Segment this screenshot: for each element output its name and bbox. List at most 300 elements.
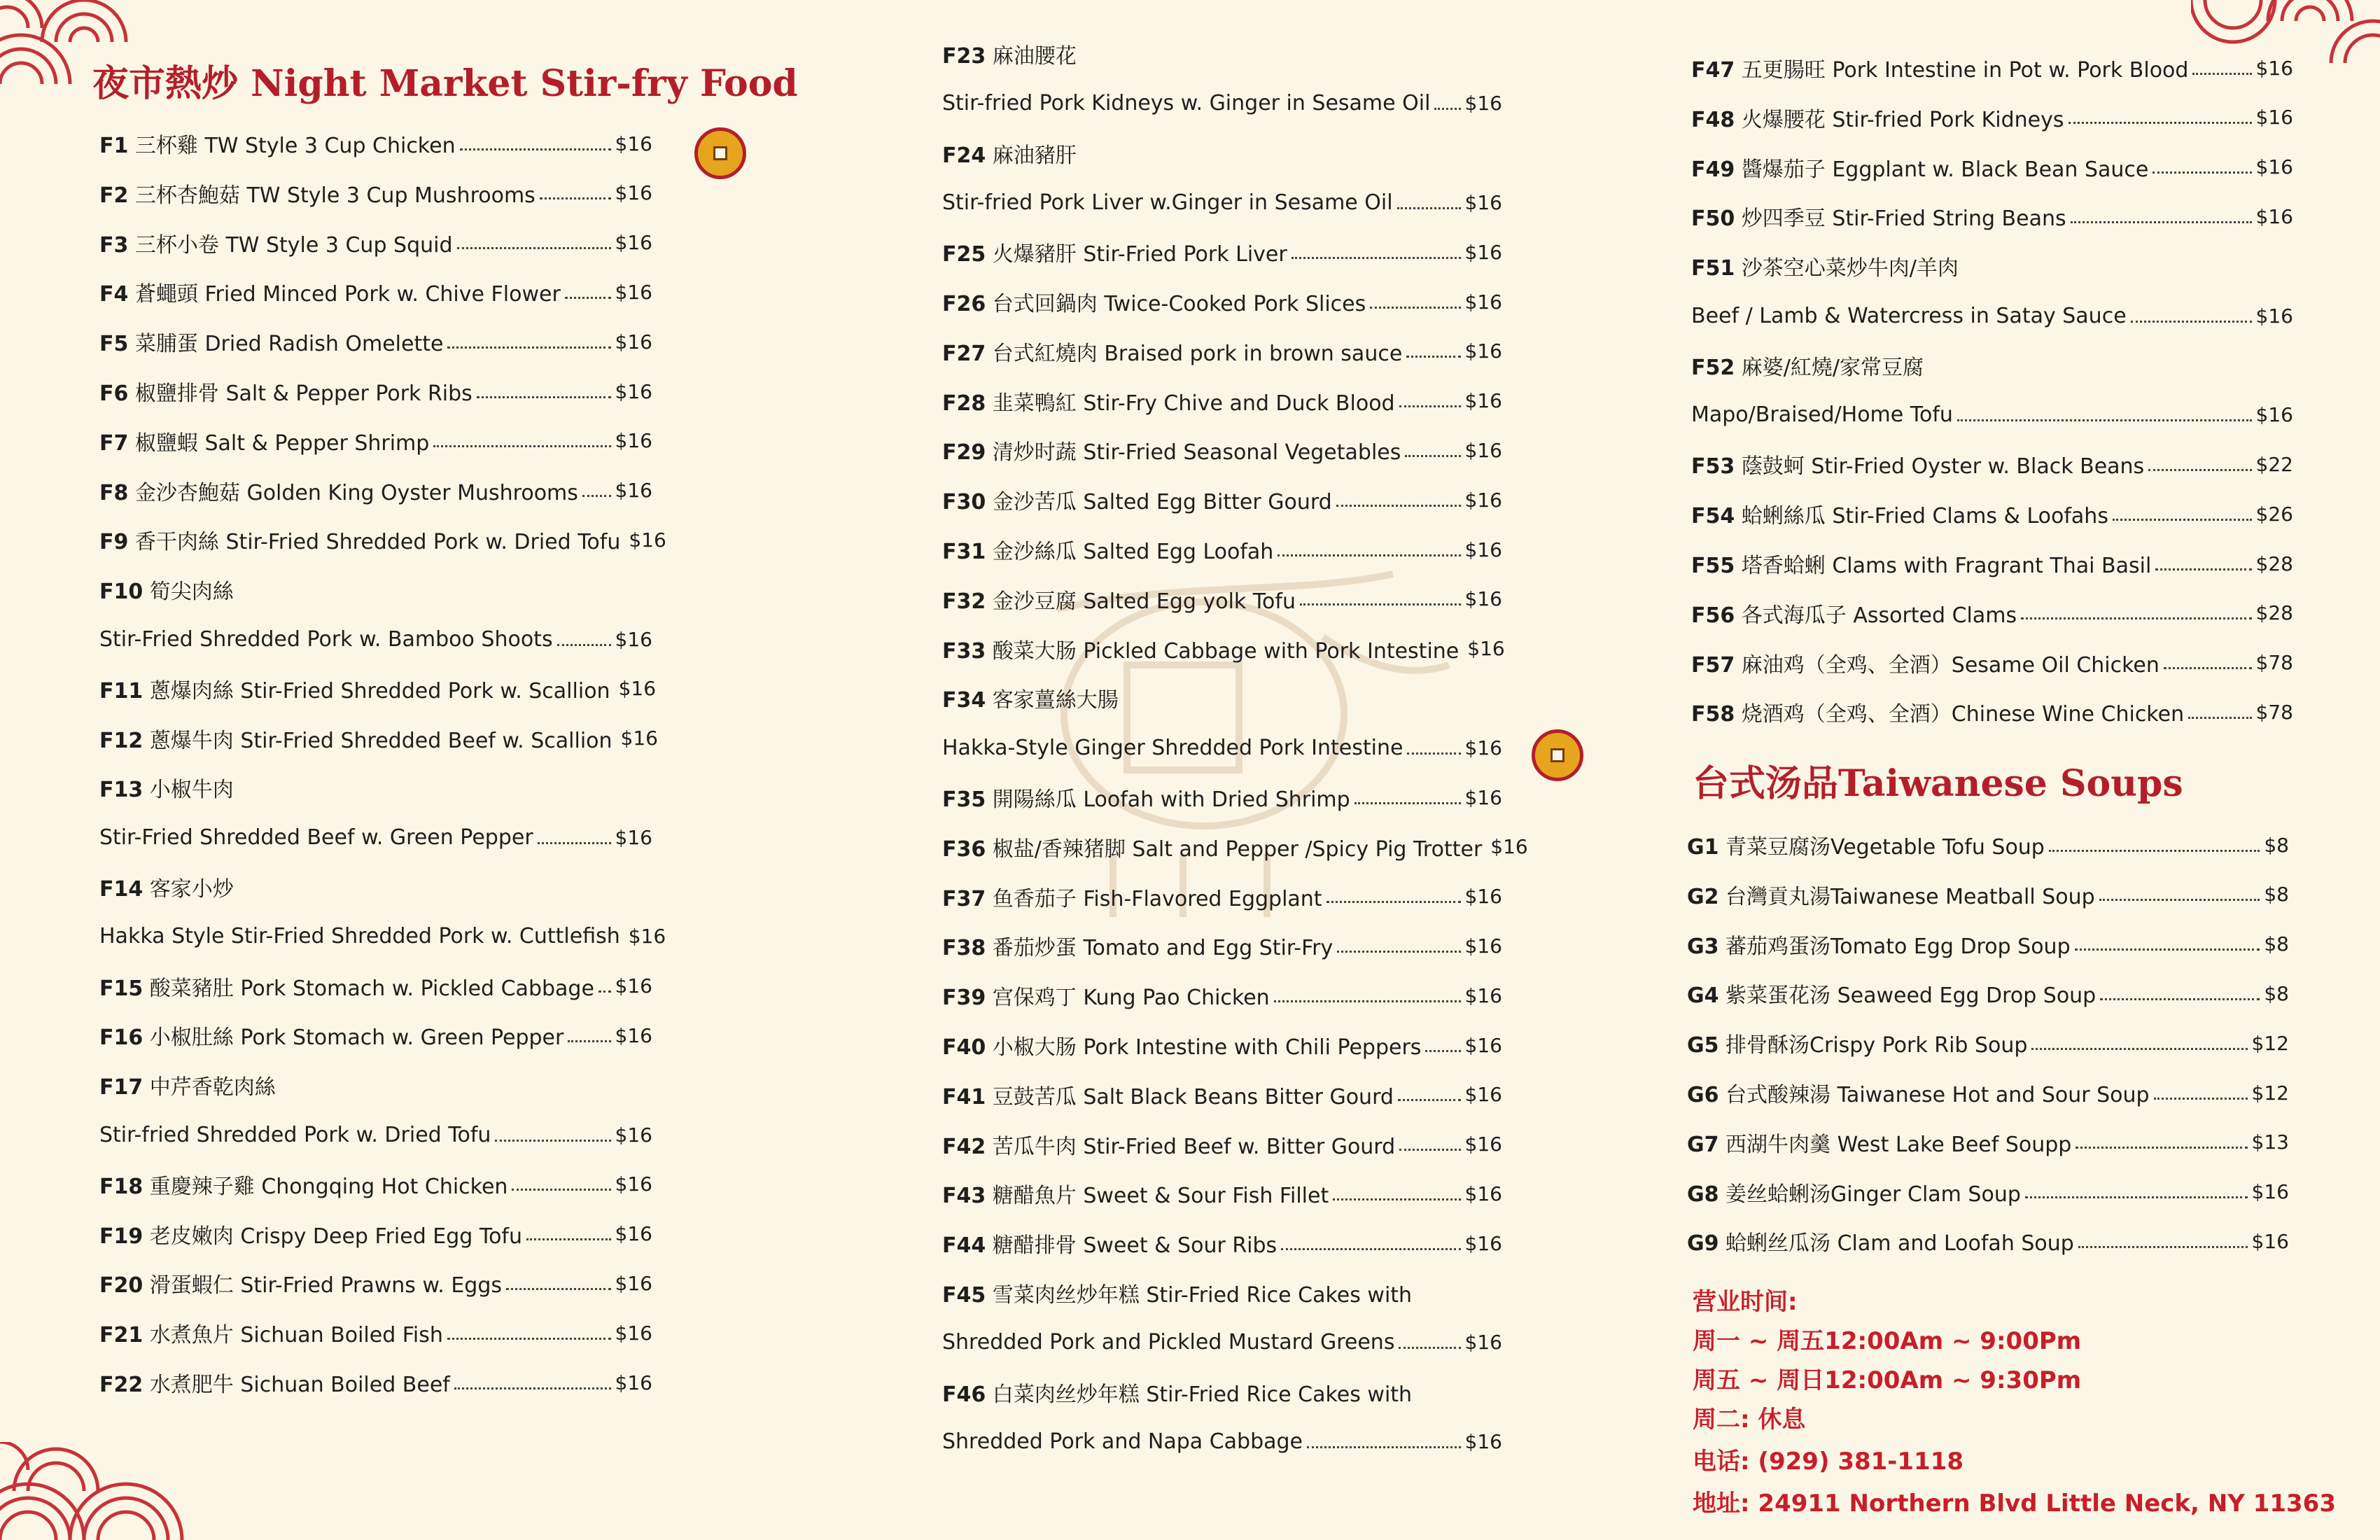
menu-item-name [99, 1123, 491, 1147]
menu-item-name [99, 1219, 522, 1250]
dotted-leader [2131, 321, 2252, 323]
menu-item-text: 各式海瓜子 Assorted Clams [1735, 603, 2017, 628]
menu-item-name [942, 138, 1077, 169]
dotted-leader [565, 297, 611, 299]
menu-item-name [99, 276, 561, 307]
menu-item-code: F7 [99, 430, 129, 456]
menu-item-price: $16 [1464, 1331, 1502, 1354]
menu-item-price: $16 [615, 280, 652, 304]
dotted-leader [506, 1288, 611, 1290]
menu-item-code: F3 [99, 232, 129, 258]
menu-item-name [1691, 304, 2127, 328]
menu-item-code: F11 [99, 678, 144, 704]
menu-item-name [99, 524, 620, 555]
dotted-leader [1399, 1149, 1460, 1151]
dotted-leader [1957, 419, 2252, 421]
menu-item-text: 蛤蜊絲瓜 Stir-Fried Clams & Loofahs [1735, 504, 2108, 529]
menu-item [942, 86, 1502, 121]
dotted-leader [2075, 948, 2260, 951]
menu-item-code: G3 [1687, 934, 1719, 959]
menu-item [942, 1176, 1502, 1211]
menu-item [99, 176, 652, 211]
menu-item [1691, 447, 2293, 482]
menu-item-code: F16 [99, 1026, 144, 1051]
menu-item-name [1691, 201, 2066, 232]
menu-item-price: $16 [2255, 106, 2293, 130]
menu-item-code: G5 [1687, 1033, 1719, 1058]
menu-item-text: 蔭鼓蚵 Stir-Fried Oyster w. Black Beans [1735, 454, 2145, 479]
menu-item-price: $16 [615, 1023, 652, 1047]
menu-item [99, 1315, 652, 1350]
menu-item-text: Stir-fried Pork Liver w.Ginger in Sesame Oil [942, 190, 1393, 215]
menu-item-code: F31 [942, 540, 986, 564]
menu-item-text: 水煮魚片 Sichuan Boiled Fish [143, 1323, 443, 1348]
menu-item [99, 820, 652, 855]
address: 地址: 24911 Northern Blvd Little Neck, NY 11363 [1693, 1490, 2336, 1518]
menu-item-price: $16 [1464, 538, 1502, 561]
menu-item [1687, 827, 2289, 862]
menu-item-name [1687, 1028, 2027, 1058]
menu-item-price: $16 [2251, 1180, 2289, 1204]
menu-item-text: 宫保鸡丁 Kung Pao Chicken [986, 986, 1270, 1011]
menu-item-text: 韭菜鴨紅 Stir-Fry Chive and Duck Blood [986, 391, 1395, 416]
dotted-leader [512, 1189, 610, 1191]
menu-item-text: 紫菜蛋花汤 Seaweed Egg Drop Soup [1718, 983, 2096, 1009]
menu-item-code: F41 [942, 1084, 986, 1110]
menu-item [942, 185, 1502, 220]
menu-item [99, 374, 652, 409]
dotted-leader [1398, 1099, 1461, 1101]
menu-item-name [99, 475, 578, 506]
menu-item-price: $78 [2255, 651, 2293, 675]
dotted-leader [540, 197, 611, 200]
menu-item-code: G7 [1687, 1132, 1719, 1157]
menu-item-text: 酸菜大肠 Pickled Cabbage with Pork Intestine [986, 638, 1460, 664]
menu-item-price: $16 [628, 925, 666, 948]
menu-item-text: 蒼蠅頭 Fried Minced Pork w. Chive Flower [128, 282, 561, 307]
menu-item-price: $16 [618, 677, 657, 701]
menu-item-code: F24 [942, 143, 986, 168]
menu-item-name [942, 38, 1077, 69]
menu-item-name [1687, 1077, 2150, 1108]
menu-item-code: F37 [942, 886, 986, 911]
menu-item [99, 1266, 652, 1301]
dotted-leader [2154, 1098, 2248, 1100]
menu-item-price: $16 [2255, 56, 2293, 80]
menu-item-price: $78 [2255, 700, 2293, 724]
menu-item-name [942, 1129, 1395, 1160]
menu-item [99, 324, 652, 359]
closed-day: 周二: 休息 [1693, 1406, 1806, 1434]
dotted-leader [2031, 1048, 2247, 1050]
menu-item [1687, 1224, 2289, 1259]
menu-item-code: F46 [942, 1382, 986, 1407]
menu-item [942, 1424, 1502, 1459]
menu-item [1691, 199, 2293, 234]
menu-item-price: $16 [2255, 155, 2293, 179]
menu-item [1691, 348, 2293, 383]
menu-item-text: 青菜豆腐汤Vegetable Tofu Soup [1718, 835, 2045, 860]
menu-item-text: 苦瓜牛肉 Stir-Fried Beef w. Bitter Gourd [986, 1134, 1396, 1159]
menu-item-code: G2 [1687, 884, 1719, 909]
menu-item-price: $16 [615, 181, 652, 205]
menu-item [942, 1275, 1502, 1310]
menu-item-price: $16 [1464, 587, 1502, 611]
menu-item-text: 蔥爆牛肉 Stir-Fried Shredded Beef w. Scallion [143, 728, 612, 753]
menu-item [1691, 398, 2293, 433]
menu-item-name [99, 1070, 276, 1100]
dotted-leader [1406, 356, 1460, 358]
menu-item-text: 酸菜豬肚 Pork Stomach w. Pickled Cabbage [143, 976, 594, 1001]
menu-item-name [99, 673, 610, 704]
menu-item-code: G1 [1687, 835, 1719, 860]
menu-item-price: $8 [2264, 981, 2289, 1005]
menu-item-name [1691, 648, 2160, 678]
menu-item [99, 671, 657, 706]
menu-item-code: F5 [99, 332, 129, 357]
menu-item-price: $16 [1464, 190, 1502, 214]
menu-item-price: $16 [615, 330, 652, 354]
menu-item-price: $28 [2255, 601, 2293, 625]
menu-item-code: F23 [942, 44, 986, 69]
menu-item-name [942, 782, 1350, 813]
menu-item [942, 433, 1502, 468]
menu-item-name [942, 1079, 1394, 1110]
dotted-leader [2076, 1147, 2247, 1149]
coin-icon [1532, 729, 1583, 781]
menu-item-code: F28 [942, 391, 986, 416]
menu-item-text: 三杯雞 TW Style 3 Cup Chicken [128, 134, 456, 158]
menu-item-code: F36 [942, 836, 986, 862]
menu-item-text: 蛤蜊丝瓜汤 Clam and Loofah Soup [1718, 1231, 2074, 1256]
menu-item-text: 小椒肚絲 Pork Stomach w. Green Pepper [143, 1026, 564, 1051]
menu-item-price: $16 [615, 1222, 652, 1246]
menu-item [942, 1325, 1502, 1360]
menu-item-text: 三杯小卷 TW Style 3 Cup Squid [128, 232, 453, 258]
menu-item-name [942, 584, 1296, 615]
menu-item [1691, 645, 2293, 680]
menu-item [99, 126, 652, 161]
menu-item-price: $8 [2264, 883, 2289, 906]
menu-item-price: $12 [2251, 1031, 2289, 1055]
menu-item-name [1687, 879, 2095, 910]
menu-item-code: F29 [942, 440, 986, 465]
dotted-leader [1399, 1347, 1460, 1349]
menu-item-text: Shredded Pork and Napa Cabbage [942, 1429, 1303, 1454]
menu-item-text: Stir-fried Shredded Pork w. Dried Tofu [99, 1122, 491, 1147]
dotted-leader [2049, 850, 2260, 852]
menu-item-code: F27 [942, 341, 986, 366]
dotted-leader [2021, 617, 2251, 620]
menu-item-price: $16 [1464, 438, 1502, 462]
menu-item-name [99, 128, 456, 159]
menu-item-code: F10 [99, 580, 144, 605]
menu-item-text: 台式紅燒肉 Braised pork in brown sauce [986, 341, 1403, 366]
menu-item-name [942, 336, 1402, 367]
menu-item [1691, 150, 2293, 185]
menu-item-price: $16 [615, 627, 652, 651]
menu-item [1691, 496, 2293, 531]
dotted-leader [1434, 108, 1460, 110]
menu-item [942, 879, 1502, 914]
menu-item-price: $16 [1464, 885, 1502, 909]
dotted-leader [1278, 554, 1460, 556]
menu-item-code: F52 [1691, 355, 1735, 380]
menu-item-price: $16 [1467, 637, 1505, 661]
menu-item-price: $16 [1464, 340, 1502, 363]
menu-item-name [1687, 830, 2045, 860]
menu-item-text: 金沙豆腐 Salted Egg yolk Tofu [986, 589, 1296, 614]
menu-item-text: 香干肉絲 Stir-Fried Shredded Pork w. Dried Tofu [128, 530, 621, 555]
menu-item-code: F32 [942, 589, 986, 614]
menu-item-price: $26 [2255, 502, 2293, 526]
menu-item-text: 台式回鍋肉 Twice-Cooked Pork Slices [986, 292, 1366, 316]
menu-item [1687, 1026, 2289, 1060]
menu-item-name [99, 825, 533, 850]
dotted-leader [2192, 73, 2251, 75]
menu-item-price: $16 [2255, 403, 2293, 427]
menu-item-code: F53 [1691, 454, 1735, 479]
menu-item-name [99, 1169, 507, 1200]
menu-item-name [942, 930, 1333, 961]
menu-item-text: 客家小炒 [143, 877, 234, 902]
menu-item-price: $22 [2255, 452, 2293, 476]
menu-item-code: F40 [942, 1035, 986, 1060]
menu-item [942, 582, 1502, 617]
menu-item-price: $16 [1464, 389, 1502, 413]
menu-item-price: $16 [1464, 1429, 1502, 1453]
menu-item-code: F51 [1691, 256, 1735, 281]
menu-item-text: 鱼香茄子 Fish-Flavored Eggplant [986, 886, 1322, 911]
menu-item [99, 274, 652, 309]
menu-item-text: 烧酒鸡（全鸡、全酒）Chinese Wine Chicken [1735, 702, 2185, 727]
menu-item-name [942, 682, 1119, 713]
menu-item-text: 台式酸辣湯 Taiwanese Hot and Sour Soup [1718, 1083, 2150, 1107]
menu-item [1687, 1075, 2289, 1110]
menu-item-price: $16 [1464, 983, 1502, 1007]
dotted-leader [1399, 405, 1461, 407]
menu-item-price: $16 [1464, 1231, 1502, 1255]
menu-item-code: G6 [1687, 1083, 1719, 1107]
menu-item-text: 金沙苦瓜 Salted Egg Bitter Gourd [986, 490, 1332, 515]
menu-item-text: 番茄炒蛋 Tomato and Egg Stir-Fry [986, 936, 1334, 961]
dotted-leader [538, 842, 611, 844]
dotted-leader [1354, 802, 1461, 804]
dotted-leader [457, 247, 611, 249]
dotted-leader [2152, 172, 2251, 174]
menu-item-text: 中芹香乾肉絲 [143, 1075, 276, 1100]
menu-item [942, 1127, 1502, 1162]
menu-item-code: F26 [942, 292, 986, 316]
menu-item [99, 572, 652, 607]
menu-item-name [99, 376, 472, 407]
menu-item-code: F17 [99, 1075, 144, 1100]
dotted-leader [1407, 752, 1460, 755]
dotted-leader [598, 990, 611, 993]
menu-item [99, 919, 666, 954]
menu-item-text: 椒鹽排骨 Salt & Pepper Pork Ribs [128, 382, 472, 406]
menu-item-code: F14 [99, 877, 144, 902]
menu-item-code: F55 [1691, 554, 1735, 578]
menu-item [942, 234, 1502, 270]
menu-item-text: 排骨酥汤Crispy Pork Rib Soup [1718, 1033, 2028, 1058]
menu-item-name [942, 91, 1430, 115]
dotted-leader [2099, 899, 2260, 901]
menu-item [99, 1217, 652, 1252]
menu-item [99, 1365, 652, 1400]
menu-item-code: F49 [1691, 157, 1735, 182]
menu-item-price: $16 [629, 528, 666, 552]
menu-item-text: 老皮嫩肉 Crispy Deep Fried Egg Tofu [143, 1224, 523, 1249]
menu-item-name [942, 1429, 1303, 1454]
menu-item-text: 糖醋魚片 Sweet & Sour Fish Fillet [986, 1184, 1329, 1209]
dotted-leader [454, 1387, 611, 1390]
dotted-leader [1326, 901, 1461, 903]
menu-item-name [99, 574, 234, 605]
menu-item-name [1687, 929, 2071, 960]
menu-item [942, 1077, 1502, 1112]
menu-item-text: 小椒大肠 Pork Intestine with Chili Peppers [986, 1035, 1422, 1060]
menu-item [942, 928, 1502, 963]
menu-item-price: $16 [615, 1321, 652, 1345]
menu-item [942, 1028, 1502, 1063]
menu-item-name [942, 1278, 1412, 1308]
wave-pattern-icon [0, 1442, 210, 1540]
menu-item-text: Beef / Lamb & Watercress in Satay Sauce [1691, 303, 2127, 328]
menu-item-name [99, 1268, 502, 1298]
menu-item-name [942, 286, 1366, 317]
menu-item-name [942, 534, 1273, 565]
menu-item-price: $16 [615, 1271, 652, 1295]
menu-item-name [1687, 1177, 2021, 1208]
menu-item-price: $16 [615, 1123, 652, 1147]
menu-item [1687, 1175, 2289, 1210]
menu-item-text: Stir-fried Pork Kidneys w. Ginger in Sesame Oil [942, 91, 1431, 116]
menu-item [1687, 976, 2289, 1011]
menu-item-price: $16 [1464, 240, 1502, 264]
menu-item [1687, 877, 2289, 912]
menu-item-code: F44 [942, 1233, 986, 1259]
menu-item-name [942, 484, 1332, 515]
menu-item-text: 椒鹽蝦 Salt & Pepper Shrimp [128, 430, 430, 456]
menu-item-name [1687, 1127, 2071, 1158]
menu-item-price: $16 [615, 974, 652, 998]
menu-item-name [1691, 598, 2017, 629]
dotted-leader [1292, 257, 1461, 259]
menu-item-name [99, 178, 536, 209]
dotted-leader [557, 644, 611, 646]
dotted-leader [1333, 1198, 1460, 1200]
menu-item-code: F12 [99, 728, 144, 753]
menu-item-price: $16 [615, 825, 652, 849]
dotted-leader [2188, 717, 2251, 719]
menu-item [1691, 248, 2293, 284]
menu-item-text: 筍尖肉絲 [143, 580, 234, 605]
menu-item [1687, 1125, 2289, 1160]
menu-item-name [1691, 449, 2144, 479]
menu-item-text: 醬爆茄子 Eggplant w. Black Bean Sauce [1735, 157, 2149, 182]
menu-item-code: F13 [99, 778, 144, 803]
menu-item-name [1691, 52, 2188, 83]
dotted-leader [1405, 455, 1460, 457]
menu-item-name [1691, 350, 1924, 381]
menu-item-text: 金沙杏鮑菇 Golden King Oyster Mushrooms [128, 480, 578, 505]
menu-item-text: 台灣貢丸湯Taiwanese Meatball Soup [1718, 884, 2095, 909]
menu-item-text: 水煮肥牛 Sichuan Boiled Beef [143, 1373, 450, 1397]
menu-item-name [942, 736, 1403, 760]
menu-item-code: G8 [1687, 1182, 1719, 1207]
menu-item-price: $16 [1464, 290, 1502, 314]
menu-item [942, 830, 1528, 864]
menu-item-name [99, 971, 594, 1002]
dotted-leader [1281, 1248, 1460, 1250]
dotted-leader [582, 495, 611, 497]
menu-item-price: $16 [615, 1172, 652, 1196]
menu-item [99, 1068, 652, 1102]
menu-item-price: $16 [615, 231, 652, 255]
menu-item-price: $16 [1464, 1182, 1502, 1205]
menu-item-price: $28 [2255, 552, 2293, 575]
menu-item [1691, 546, 2293, 581]
menu-item-price: $16 [1464, 934, 1502, 958]
menu-item-name [1691, 402, 1953, 427]
menu-item [99, 1167, 652, 1202]
menu-item-code: F25 [942, 242, 986, 267]
menu-item-price: $16 [615, 1371, 652, 1394]
menu-item [942, 532, 1502, 567]
menu-item-text: 西湖牛肉羹 West Lake Beef Soupp [1718, 1132, 2072, 1157]
dotted-leader [447, 1338, 611, 1340]
menu-item-text: 炒四季豆 Stir-Fried String Beans [1735, 206, 2066, 232]
menu-item-price: $16 [1464, 736, 1502, 760]
menu-item-name [1691, 498, 2108, 529]
menu-item-name [1687, 1226, 2074, 1256]
menu-item-name [942, 1228, 1277, 1259]
menu-item-code: G4 [1687, 983, 1719, 1009]
menu-item-name [942, 435, 1401, 465]
dotted-leader [1370, 307, 1460, 309]
menu-item-name [942, 634, 1459, 664]
menu-item [942, 780, 1502, 815]
menu-item-code: F4 [99, 282, 129, 307]
dotted-leader [495, 1140, 610, 1142]
menu-item-price: $16 [620, 727, 658, 750]
menu-item-code: F22 [99, 1373, 144, 1397]
menu-item-text: Shredded Pork and Pickled Mustard Greens [942, 1330, 1395, 1355]
menu-item-text: 重慶辣子雞 Chongqing Hot Chicken [143, 1174, 508, 1199]
menu-item-price: $13 [2251, 1130, 2289, 1154]
hours-weekend: 周五 ~ 周日12:00Am ~ 9:30Pm [1693, 1366, 2082, 1394]
menu-item [99, 424, 652, 458]
section-title-night-market: 夜市熱炒 Night Market Stir-fry Food [92, 62, 798, 105]
menu-item-name [1691, 548, 2151, 579]
menu-item [99, 869, 652, 904]
dotted-leader [2025, 1196, 2248, 1198]
menu-item-price: $16 [615, 132, 652, 155]
menu-item-price: $16 [1464, 92, 1502, 115]
menu-item-text: Stir-Fried Shredded Beef w. Green Pepper [99, 825, 533, 850]
menu-item-price: $16 [1464, 1083, 1502, 1107]
dotted-leader [1336, 505, 1461, 507]
menu-item-code: F6 [99, 382, 129, 406]
menu-item-price: $16 [1464, 1033, 1502, 1057]
dotted-leader [2068, 122, 2252, 124]
menu-item-name [942, 881, 1322, 912]
menu-item [942, 978, 1502, 1013]
menu-item-code: F50 [1691, 206, 1735, 232]
menu-item-text: 開陽絲瓜 Loofah with Dried Shrimp [986, 788, 1350, 812]
menu-item-code: F45 [942, 1283, 986, 1308]
